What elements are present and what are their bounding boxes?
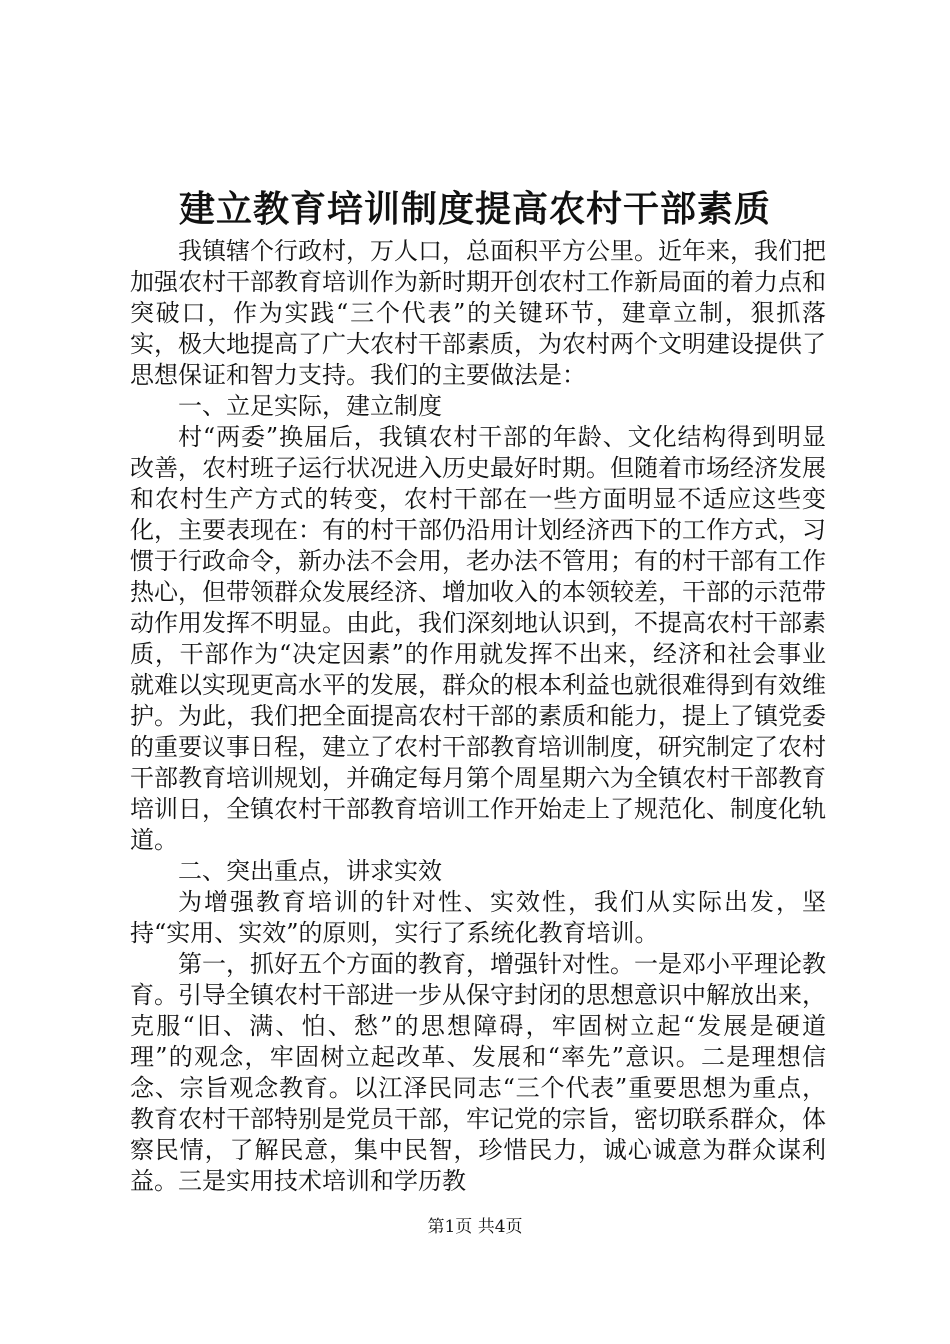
section-heading-2: 二、突出重点，讲求实效 xyxy=(178,857,442,885)
intro-paragraph: 我镇辖个行政村，万人口，总面积平方公里。近年来，我们把加强农村干部教育培训作为新时期开创农村工作新局面的着力点和突破口，作为实践“三个代表”的关键环节，建章立制，狠抓落实，极大地提高了广大农村干部素质，为农村两个文明建设提供了思想保证和智力支持。我们的主要做法是： xyxy=(130,237,826,389)
document-title: 建立教育培训制度提高农村干部素质 xyxy=(178,188,771,230)
page-footer: 第1页 共4页 xyxy=(427,1217,523,1237)
section-heading-1: 一、立足实际，建立制度 xyxy=(178,392,442,420)
section-1-paragraph: 村“两委”换届后，我镇农村干部的年龄、文化结构得到明显改善，农村班子运行状况进入历史最好时期。但随着市场经济发展和农村生产方式的转变，农村干部在一些方面明显不适应这些变化，主要表现在：有的村干部仍沿用计划经济西下的工作方式，习惯于行政命令，新办法不会用，老办法不管用；有的村干部有工作热心，但带领群众发展经济、增加收入的本领较差，干部的示范带动作用发挥不明显。由此，我们深刻地认识到，不提高农村干部素质，干部作为“决定因素”的作用就发挥不出来，经济和社会事业就难以实现更高水平的发展，群众的根本利益也就很难得到有效维护。为此，我们把全面提高农村干部的素质和能力，提上了镇党委的重要议事日程，建立了农村干部教育培训制度，研究制定了农村干部教育培训规划，并确定每月第个周星期六为全镇农村干部教育培训日，全镇农村干部教育培训工作开始走上了规范化、制度化轨道。 xyxy=(130,423,826,854)
document-body xyxy=(130,236,826,1197)
section-2-paragraph: 为增强教育培训的针对性、实效性，我们从实际出发，坚持“实用、实效”的原则，实行了系统化教育培训。 xyxy=(130,888,826,947)
section-2-point-1-paragraph: 第一，抓好五个方面的教育，增强针对性。一是邓小平理论教育。引导全镇农村干部进一步从保守封闭的思想意识中解放出来，克服“旧、满、怕、愁”的思想障碍，牢固树立起“发展是硬道理”的观念，牢固树立起改革、发展和“率先”意识。二是理想信念、宗旨观念教育。以江泽民同志“三个代表”重要思想为重点，教育农村干部特别是党员干部，牢记党的宗旨，密切联系群众，体察民情，了解民意，集中民智，珍惜民力，诚心诚意为群众谋利益。三是实用技术培训和学历教 xyxy=(130,950,826,1195)
